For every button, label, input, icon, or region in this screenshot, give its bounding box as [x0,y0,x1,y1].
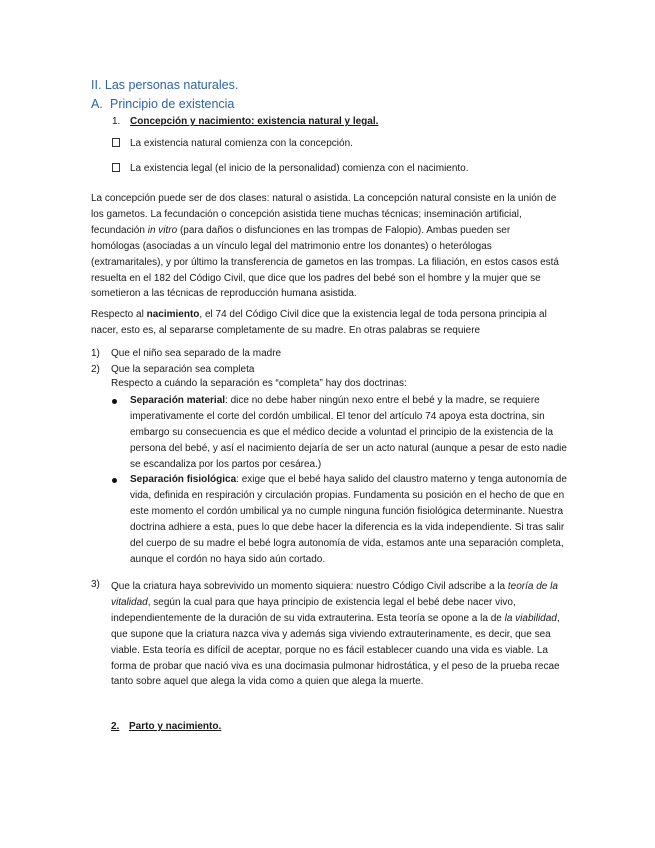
paragraph-nacimiento [91,307,561,339]
heading-letter: A. [91,97,103,111]
section-1-number: 1. [112,116,121,127]
list-text: Que el niño sea separado de la madre [111,348,282,359]
bullet-dot-icon [112,478,117,483]
bullet-dot-icon [112,399,117,404]
doctrine-label: Separación fisiológica [130,474,237,485]
list-number: 1) [91,348,100,359]
doctrines-intro: Respecto a cuándo la separación es “completa” hay dos doctrinas: [111,378,407,389]
doctrine-label: Separación material [130,395,226,406]
list-text: Que la separación sea completa [111,364,255,375]
checkbox-bullet-icon [112,163,120,172]
list-text: , según la cual para que haya principio de existencia legal el bebé debe nacer vivo, independientemente de la duración de su vida extrauterina. Esta teoría se opone a la de [111,596,516,624]
section-2-number: 2. [111,721,120,732]
list-text: , que supone que la criatura nazca viva y además siga viviendo extrauterinamente, es decir, que sea viable. Esta teoría es difícil de aceptar, porque no es fácil establecer cuando una vida es viable. La forma de probar que nació viva es una docimasia pulmonar hidrostática, y el peso de la prueba recae tanto sobre aquel que alega la vida como a quien que alega la muerte. [111,612,560,688]
bold-text: nacimiento [146,309,200,320]
list-number: 3) [91,579,100,590]
paragraph-text: La concepción puede ser de dos clases: natural o asistida. La concepción natural consiste en la unión de los gametos. La fecundación o concepción asistida tiene muchas técnicas; inseminación artificial, fecundación [91,193,557,236]
doctrine-material [130,393,570,473]
italic-text: in vitro [147,224,178,236]
list-item [91,346,281,362]
paragraph-concepcion [91,191,561,302]
heading-personas-naturales: II. Las personas naturales. [91,78,239,92]
doctrine-text: : exige que el bebé haya salido del claustro materno y tenga autonomía de vida, definida en respiración y circulación propias. Fundamenta su posición en el hecho de que en este momento el cordón umbilical ya no cumple ninguna función fisiológica determinante. Nuestra doctrina adhiere a esta, pues lo que debe hacer la diferencia es la vida independiente. Si tras salir del cuerpo de su madre el bebé logra autonomía de vida, estamos ante una separación completa, aunque el cordón no haya sido aún cortado. [130,474,567,565]
italic-text: teoría de la vitalidad [111,581,558,608]
bullet-text: La existencia natural comienza con la concepción. [130,138,353,149]
list-text: Que la criatura haya sobrevivido un momento siquiera: nuestro Código Civil adscribe a la [111,581,508,592]
section-1-title: Concepción y nacimiento: existencia natural y legal. [130,116,379,127]
bullet-item [112,138,353,149]
paragraph-text: (para daños o disfunciones en las trompas de Falopio). Ambas pueden ser homólogas (asociadas a un vínculo legal del matrimonio entre los donantes) o heterólogas (extramaritales), y por último la transferencia de gametos en las trompas. La filiación, en estos casos está resuelta en el 182 del Código Civil, que dice que los padres del bebé son el hombre y la mujer que se sometieron a las técnicas de reproducción humana asistida. [91,224,559,300]
section-1-heading [112,116,378,127]
doctrine-text: : dice no debe haber ningún nexo entre el bebé y la madre, se requiere imperativamente el corte del cordón umbilical. El tenor del artículo 74 apoya esta doctrina, sin embargo su consecuencia es que el médico decide a voluntad el principio de la existencia de la persona del bebé, y así el nacimiento dejaría de ser un acto natural (aunque a pesar de esto nadie se escandaliza por los partos por cesárea.) [130,395,567,470]
checkbox-bullet-icon [112,138,120,147]
paragraph-text: , el 74 del Código Civil dice que la existencia legal de toda persona principia al nacer, esto es, al separarse completamente de su madre. En otras palabras se requiere [91,309,547,336]
bullet-item [112,163,469,174]
section-2-heading [111,721,221,732]
bullet-text: La existencia legal (el inicio de la personalidad) comienza con el nacimiento. [130,163,469,174]
list-item [91,362,254,378]
italic-text: la viabilidad [504,612,557,624]
paragraph-text: Respecto al [91,309,147,320]
heading-text: Principio de existencia [110,97,235,111]
section-2-title: Parto y nacimiento. [129,721,222,732]
list-number: 2) [91,364,100,375]
doctrine-fisiologica [130,472,570,567]
list-item-3 [111,579,567,690]
heading-principio-existencia [91,97,234,111]
